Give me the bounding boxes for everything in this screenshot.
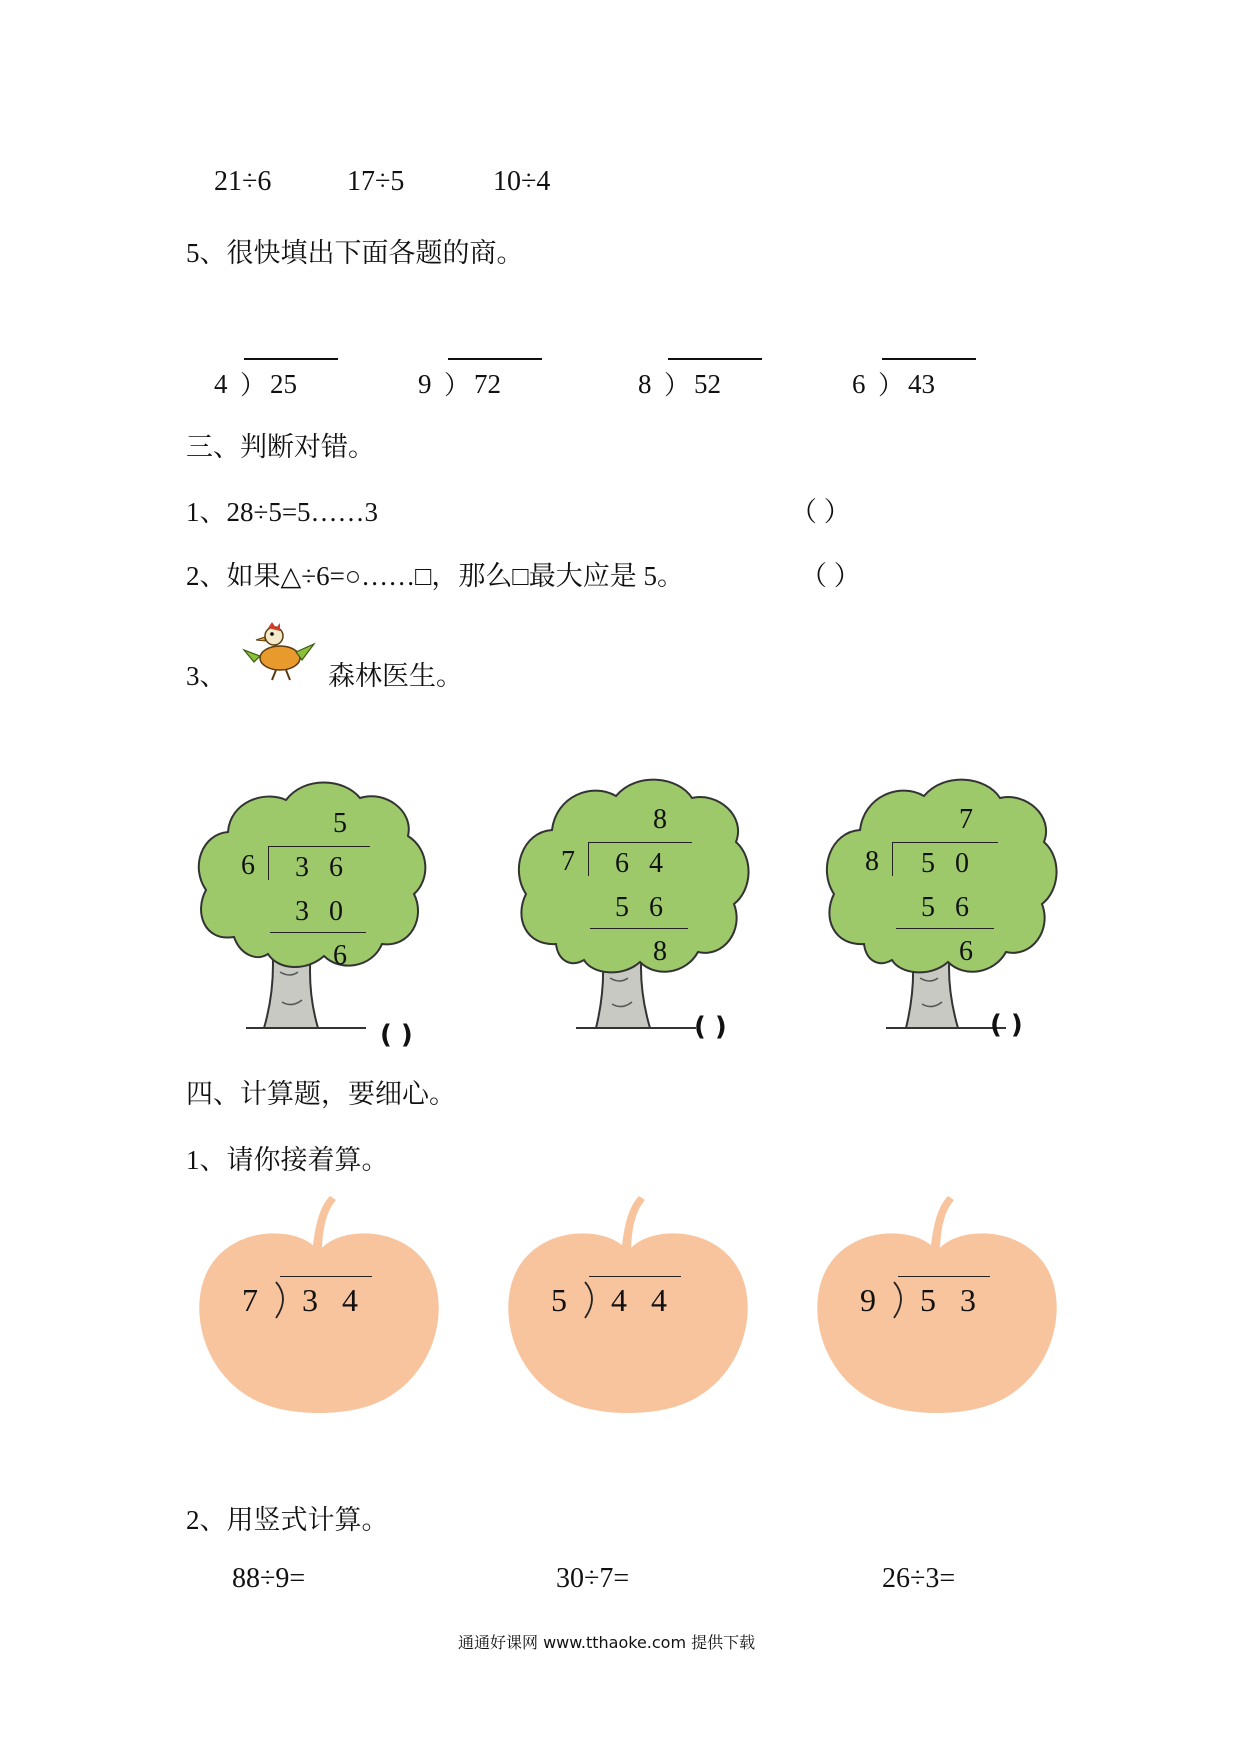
dividend: 25 xyxy=(270,369,297,399)
judgement-item-3-prefix: 3、 xyxy=(186,661,227,691)
division-bar xyxy=(588,842,692,843)
division-bar xyxy=(892,842,998,843)
answer-parentheses[interactable]: ( ) xyxy=(380,1020,413,1050)
division-bar xyxy=(244,358,338,360)
dividend-digit: 4 xyxy=(611,1282,627,1318)
quotient: 7 xyxy=(959,804,973,835)
division-item: 21÷6 xyxy=(214,166,272,197)
subtraction-line xyxy=(270,932,366,933)
product-digit: 6 xyxy=(649,892,663,923)
product-digit: 3 xyxy=(295,896,309,927)
division-bar xyxy=(882,358,976,360)
vertical-calc-item: 26÷3= xyxy=(882,1563,956,1594)
divisor: 7 xyxy=(561,846,575,877)
tree-problem xyxy=(820,772,1060,1037)
tree-problem xyxy=(194,772,434,1037)
question-5-title: 5、很快填出下面各题的商。 xyxy=(186,238,524,268)
apple-illustration xyxy=(503,1192,753,1417)
division-bracket xyxy=(268,846,269,880)
page-footer: 通通好课网 www.tthaoke.com 提供下载 xyxy=(458,1633,756,1652)
remainder: 6 xyxy=(959,936,973,967)
dividend: 72 xyxy=(474,369,501,399)
answer-parentheses[interactable]: （ ） xyxy=(790,497,851,527)
tree-illustration xyxy=(820,772,1060,1037)
division-bracket xyxy=(890,1278,912,1322)
division-bar xyxy=(668,358,762,360)
judgement-item-2: 2、如果△÷6=○……□，那么□最大应是 5。 xyxy=(186,561,684,591)
division-bracket xyxy=(272,1278,294,1322)
bird-icon xyxy=(240,622,318,684)
division-bracket: ） xyxy=(664,371,691,400)
product-digit: 6 xyxy=(955,892,969,923)
division-bracket xyxy=(892,842,893,876)
divisor: 6 xyxy=(852,369,866,399)
answer-parentheses[interactable]: （ ） xyxy=(800,561,861,591)
dividend: 52 xyxy=(694,369,721,399)
division-bar xyxy=(589,1276,681,1277)
division-item: 10÷4 xyxy=(493,166,551,197)
divisor: 5 xyxy=(551,1282,567,1318)
dividend: 43 xyxy=(908,369,935,399)
judgement-item-3-text: 森林医生。 xyxy=(328,661,463,691)
divisor: 9 xyxy=(860,1282,876,1318)
apple-illustration xyxy=(194,1192,444,1417)
division-bracket: ） xyxy=(878,371,905,400)
divisor: 8 xyxy=(638,369,652,399)
division-bracket: ） xyxy=(444,371,471,400)
product-digit: 5 xyxy=(921,892,935,923)
answer-parentheses[interactable]: ( ) xyxy=(694,1012,727,1042)
apple-problem xyxy=(194,1192,444,1417)
dividend-digit: 0 xyxy=(955,848,969,879)
divisor: 4 xyxy=(214,369,228,399)
apple-illustration xyxy=(812,1192,1062,1417)
judgement-item-1: 1、28÷5=5……3 xyxy=(186,497,379,527)
divisor: 8 xyxy=(865,846,879,877)
dividend-digit: 4 xyxy=(651,1282,667,1318)
tree-illustration xyxy=(194,772,434,1037)
vertical-calc-item: 88÷9= xyxy=(232,1563,306,1594)
section-3-title: 三、判断对错。 xyxy=(186,432,375,462)
long-division-problem xyxy=(638,356,778,400)
dividend-digit: 3 xyxy=(295,852,309,883)
dividend-digit: 4 xyxy=(649,848,663,879)
subquestion-2: 2、用竖式计算。 xyxy=(186,1505,389,1535)
long-division-problem xyxy=(852,356,992,400)
quotient: 5 xyxy=(333,808,347,839)
apple-problem xyxy=(812,1192,1062,1417)
divisor: 6 xyxy=(241,850,255,881)
division-bar xyxy=(280,1276,372,1277)
division-bracket xyxy=(588,842,589,876)
remainder: 6 xyxy=(333,940,347,971)
subtraction-line xyxy=(590,928,688,929)
long-division-problem xyxy=(418,356,558,400)
dividend-digit: 3 xyxy=(960,1282,976,1318)
division-bar xyxy=(268,846,370,847)
dividend-digit: 6 xyxy=(615,848,629,879)
dividend-digit: 3 xyxy=(302,1282,318,1318)
dividend-digit: 4 xyxy=(342,1282,358,1318)
division-bracket: ） xyxy=(240,371,267,400)
subtraction-line xyxy=(896,928,994,929)
divisor: 9 xyxy=(418,369,432,399)
answer-parentheses[interactable]: ( ) xyxy=(990,1010,1023,1040)
product-digit: 5 xyxy=(615,892,629,923)
division-bar xyxy=(448,358,542,360)
long-division-problem xyxy=(214,356,354,400)
dividend-digit: 5 xyxy=(921,848,935,879)
apple-problem xyxy=(503,1192,753,1417)
remainder: 8 xyxy=(653,936,667,967)
division-bracket xyxy=(581,1278,603,1322)
section-4-title: 四、计算题，要细心。 xyxy=(186,1079,456,1109)
subquestion-1: 1、请你接着算。 xyxy=(186,1145,389,1175)
quotient: 8 xyxy=(653,804,667,835)
dividend-digit: 6 xyxy=(329,852,343,883)
product-digit: 0 xyxy=(329,896,343,927)
vertical-calc-item: 30÷7= xyxy=(556,1563,630,1594)
divisor: 7 xyxy=(242,1282,258,1318)
division-item: 17÷5 xyxy=(347,166,405,197)
dividend-digit: 5 xyxy=(920,1282,936,1318)
tree-problem xyxy=(512,772,752,1037)
division-bar xyxy=(898,1276,990,1277)
